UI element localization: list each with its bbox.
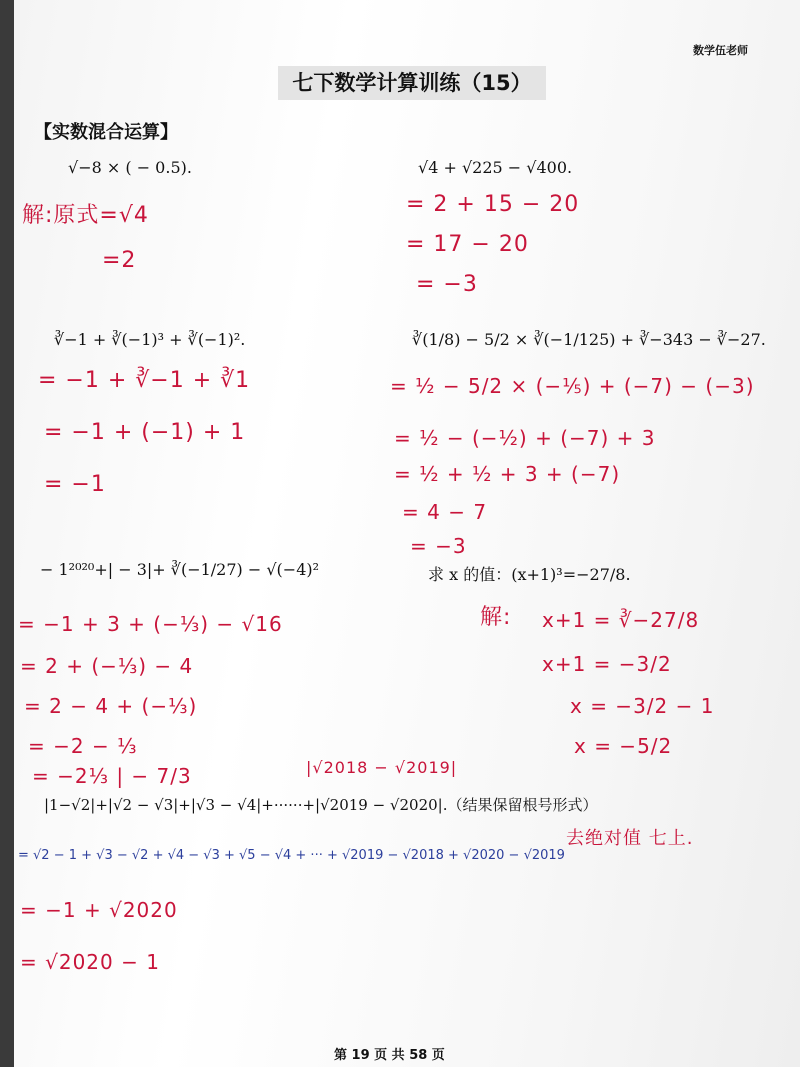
solution-4-line-2: = ½ − (−½) + (−7) + 3 <box>394 426 656 450</box>
page-title: 七下数学计算训练（15） <box>278 66 546 100</box>
solution-2-line-2: = 17 − 20 <box>406 232 529 257</box>
solution-3-line-1: = −1 + ∛−1 + ∛1 <box>38 368 251 393</box>
problem-2: √4 + √225 − √400. <box>418 158 573 177</box>
solution-4-line-3: = ½ + ½ + 3 + (−7) <box>394 462 621 486</box>
problem-5: − 1²⁰²⁰+| − 3|+ ∛(−1/27) − √(−4)² <box>40 560 320 579</box>
solution-7-line-3: = √2020 − 1 <box>20 950 160 974</box>
solution-7-line-2: = −1 + √2020 <box>20 898 178 922</box>
solution-4-line-5: = −3 <box>410 534 467 558</box>
problem-3: ∛−1 + ∛(−1)³ + ∛(−1)². <box>54 330 246 349</box>
note-remove-absolute-value: 去绝对值 七上. <box>566 828 694 849</box>
solution-4-line-1: = ½ − 5/2 × (−⅕) + (−7) − (−3) <box>390 374 755 398</box>
worksheet-page <box>14 0 800 1067</box>
teacher-name: 数学伍老师 <box>693 44 748 57</box>
problem-6: 求 x 的值：(x+1)³=−27/8. <box>428 565 631 584</box>
solution-2-line-1: = 2 + 15 − 20 <box>406 192 580 217</box>
section-heading: 【实数混合运算】 <box>34 122 178 143</box>
page-number: 第 19 页 共 58 页 <box>334 1048 445 1063</box>
solution-6-label: 解: <box>480 605 512 630</box>
solution-6-line-3: x = −3/2 − 1 <box>570 694 715 718</box>
solution-5-line-1: = −1 + 3 + (−⅓) − √16 <box>18 612 283 636</box>
solution-5-line-3: = 2 − 4 + (−⅓) <box>24 694 198 718</box>
problem-7: |1−√2|+|√2 − √3|+|√3 − √4|+······+|√2019 − √2020|.（结果保留根号形式） <box>44 796 598 814</box>
solution-6-line-2: x+1 = −3/2 <box>542 652 672 676</box>
solution-5-line-2: = 2 + (−⅓) − 4 <box>20 654 194 678</box>
solution-1-line-2: =2 <box>102 248 137 273</box>
solution-4-line-4: = 4 − 7 <box>402 500 488 524</box>
note-absolute-term: |√2018 − √2019| <box>306 758 458 777</box>
problem-4: ∛(1/8) − 5/2 × ∛(−1/125) + ∛−343 − ∛−27. <box>412 330 766 349</box>
solution-3-line-2: = −1 + (−1) + 1 <box>44 420 246 445</box>
solution-6-line-1: x+1 = ∛−27/8 <box>542 608 700 632</box>
problem-1: √−8 × ( − 0.5). <box>68 158 192 177</box>
solution-7-line-1: = √2 − 1 + √3 − √2 + √4 − √3 + √5 − √4 + ··· + √2019 − √2018 + √2020 − √2019 <box>18 848 565 863</box>
solution-6-line-4: x = −5/2 <box>574 734 673 758</box>
solution-3-line-3: = −1 <box>44 472 106 497</box>
solution-5-line-4: = −2 − ⅓ <box>28 734 138 758</box>
solution-2-line-3: = −3 <box>416 272 478 297</box>
solution-5-line-5: = −2⅓ | − 7/3 <box>32 764 192 788</box>
solution-1-line-1: 解:原式=√4 <box>22 203 149 228</box>
